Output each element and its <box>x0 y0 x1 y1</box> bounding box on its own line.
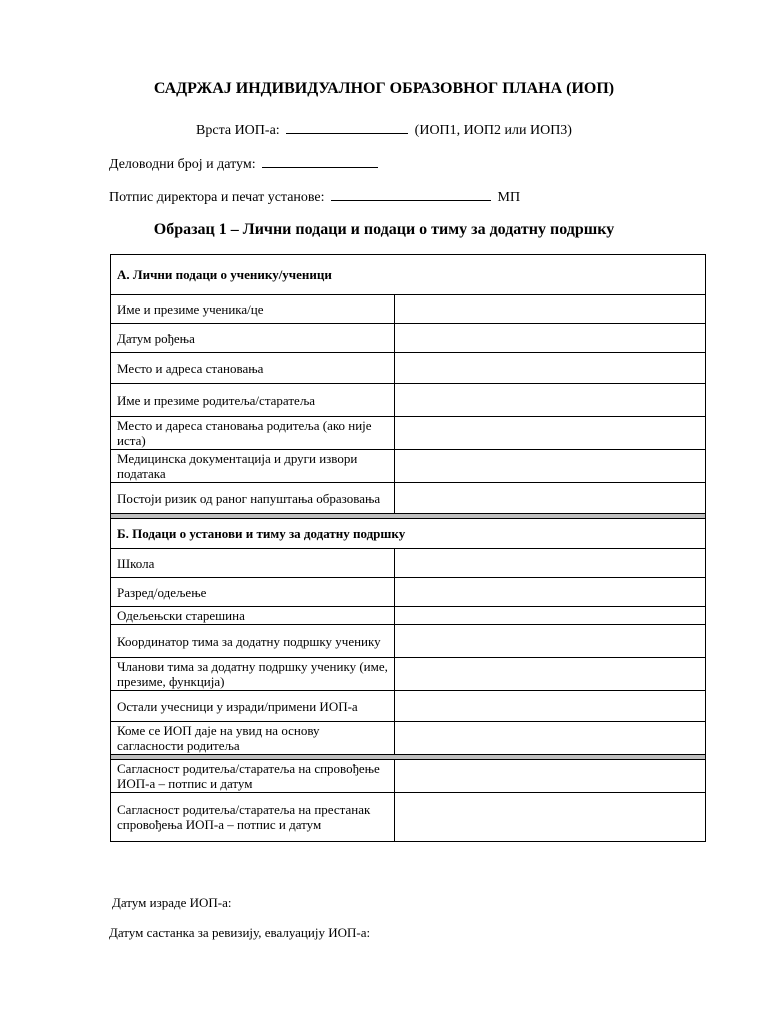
section-a-heading: А. Лични подаци о ученику/ученици <box>111 255 706 295</box>
signature-label: Потпис директора и печат установе: <box>109 190 325 205</box>
row-value-cell[interactable] <box>395 578 706 607</box>
row-value-cell[interactable] <box>395 658 706 691</box>
row-value-cell[interactable] <box>395 549 706 578</box>
row-value-cell[interactable] <box>395 295 706 324</box>
date-created-label: Датум израде ИОП-а: <box>112 895 232 910</box>
row-label: Коме се ИОП даје на увид на основу сагласности родитеља <box>111 722 395 755</box>
row-value-cell[interactable] <box>395 760 706 793</box>
table-row <box>111 722 706 755</box>
iop-form-table <box>110 254 706 842</box>
row-label: Остали учесници у изради/примени ИОП-а <box>111 691 395 722</box>
iop-type-blank[interactable] <box>286 120 408 134</box>
row-label: Место и адреса становања <box>111 353 395 384</box>
section-b-heading: Б. Подаци о установи и тиму за додатну подршку <box>111 519 706 549</box>
ref-number-blank[interactable] <box>262 154 378 168</box>
row-label: Сагласност родитеља/старатеља на престанак спровођења ИОП-а – потпис и датум <box>111 793 395 842</box>
row-label: Име и презиме родитеља/старатеља <box>111 384 395 417</box>
table-row <box>111 549 706 578</box>
row-value-cell[interactable] <box>395 607 706 625</box>
review-date-label: Датум састанка за ревизију, евалуацију ИОП-а: <box>109 925 371 940</box>
iop-type-hint: (ИОП1, ИОП2 или ИОП3) <box>414 123 572 138</box>
table-row <box>111 793 706 842</box>
row-label: Име и презиме ученика/це <box>111 295 395 324</box>
table-row <box>111 625 706 658</box>
row-label: Датум рођења <box>111 324 395 353</box>
row-label: Медицинска документација и други извори података <box>111 450 395 483</box>
row-label: Постоји ризик од раног напуштања образовања <box>111 483 395 514</box>
row-label: Разред/одељење <box>111 578 395 607</box>
row-value-cell[interactable] <box>395 722 706 755</box>
document-title: САДРЖАЈ ИНДИВИДУАЛНОГ ОБРАЗОВНОГ ПЛАНА (ИОП) <box>153 80 615 97</box>
row-value-cell[interactable] <box>395 384 706 417</box>
row-label: Чланови тима за додатну подршку ученику (име, презиме, функција) <box>111 658 395 691</box>
signature-mp: МП <box>497 190 521 205</box>
row-value-cell[interactable] <box>395 483 706 514</box>
table-row <box>111 483 706 514</box>
table-row <box>111 658 706 691</box>
table-row <box>111 760 706 793</box>
section-b-header-row <box>111 519 706 549</box>
row-value-cell[interactable] <box>395 691 706 722</box>
iop-type-label: Врста ИОП-а: <box>196 123 280 138</box>
ref-number-label: Деловодни број и датум: <box>109 157 256 172</box>
table-row <box>111 450 706 483</box>
row-label: Одељењски старешина <box>111 607 395 625</box>
row-value-cell[interactable] <box>395 450 706 483</box>
row-value-cell[interactable] <box>395 625 706 658</box>
section-a-header-row <box>111 255 706 295</box>
row-value-cell[interactable] <box>395 353 706 384</box>
table-row <box>111 324 706 353</box>
row-label: Школа <box>111 549 395 578</box>
row-label: Координатор тима за додатну подршку ученику <box>111 625 395 658</box>
signature-blank[interactable] <box>331 187 491 201</box>
ref-number-line <box>109 154 381 173</box>
table-row <box>111 295 706 324</box>
table-row <box>111 417 706 450</box>
signature-line <box>109 187 520 206</box>
table-row <box>111 578 706 607</box>
row-label: Сагласност родитеља/старатеља на спровођење ИОП-а – потпис и датум <box>111 760 395 793</box>
row-label: Место и дареса становања родитеља (ако није иста) <box>111 417 395 450</box>
row-value-cell[interactable] <box>395 417 706 450</box>
table-row <box>111 384 706 417</box>
row-value-cell[interactable] <box>395 793 706 842</box>
table-row <box>111 353 706 384</box>
table-row <box>111 691 706 722</box>
form-title: Образац 1 – Лични подаци и подаци о тиму за додатну подршку <box>153 221 615 238</box>
iop-type-line <box>0 120 768 139</box>
table-row <box>111 607 706 625</box>
row-value-cell[interactable] <box>395 324 706 353</box>
